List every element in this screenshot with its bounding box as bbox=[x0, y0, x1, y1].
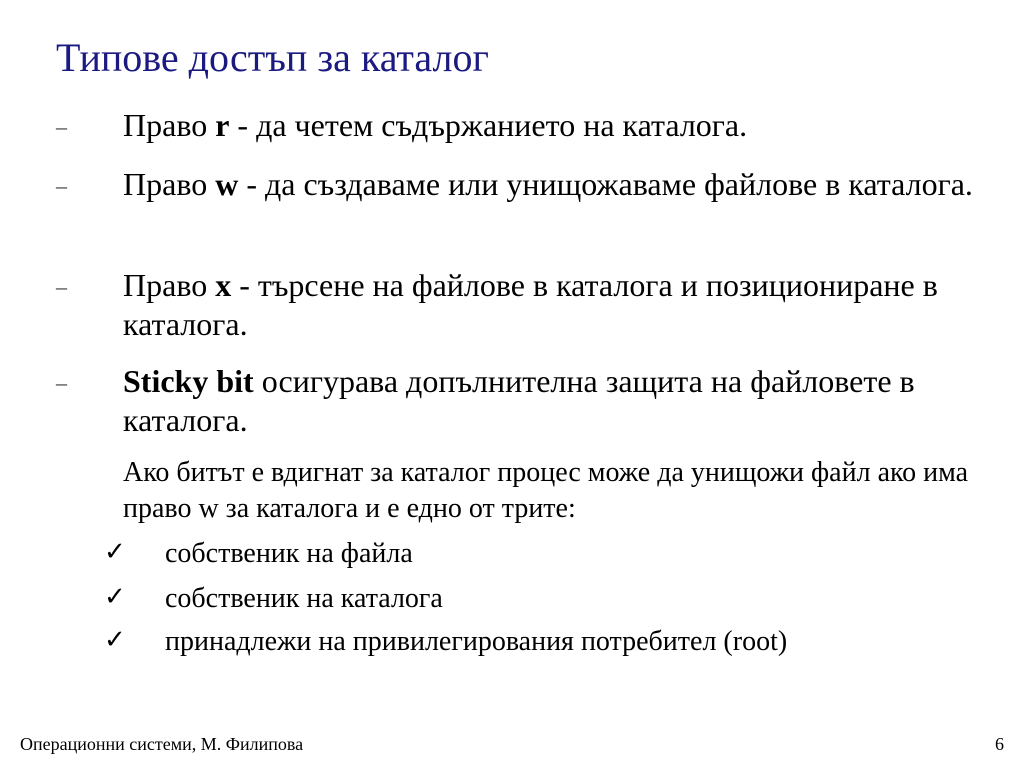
checkmark-icon: ✓ bbox=[104, 537, 126, 567]
dash-bullet: – bbox=[56, 370, 67, 395]
check-text: собственик на каталога bbox=[165, 583, 443, 614]
bullet-text: Право w - да създаваме или унищожаваме файлове в каталога. bbox=[123, 166, 973, 202]
dash-bullet: – bbox=[56, 274, 67, 299]
bullet-text: Право r - да четем съдържанието на каталога. bbox=[123, 107, 748, 143]
footer-text: Операционни системи, М. Филипова bbox=[20, 734, 304, 754]
bullet-text: Право x - търсене на файлове в каталога и позициониране в каталога. bbox=[123, 267, 938, 342]
bold-term: Sticky bit bbox=[123, 363, 254, 399]
bold-term: x bbox=[215, 267, 232, 303]
sticky-bit-note: Ако битът е вдигнат за каталог процес може да унищожи файл ако има право w за каталога и е едно от трите: bbox=[123, 457, 969, 524]
checkmark-icon: ✓ bbox=[104, 582, 126, 612]
page-number: 6 bbox=[995, 734, 1004, 754]
bold-term: w bbox=[215, 166, 239, 202]
slide-title: Типове достъп за каталог bbox=[56, 35, 489, 80]
checkmark-icon: ✓ bbox=[104, 625, 126, 655]
dash-bullet: – bbox=[56, 173, 67, 198]
bold-term: r bbox=[215, 107, 230, 143]
dash-bullet: – bbox=[56, 114, 67, 139]
check-text: принадлежи на привилегирования потребител (root) bbox=[165, 626, 788, 657]
check-text: собственик на файла bbox=[165, 538, 413, 569]
bullet-text: Sticky bit осигурава допълнителна защита на файловете в каталога. bbox=[123, 363, 915, 438]
